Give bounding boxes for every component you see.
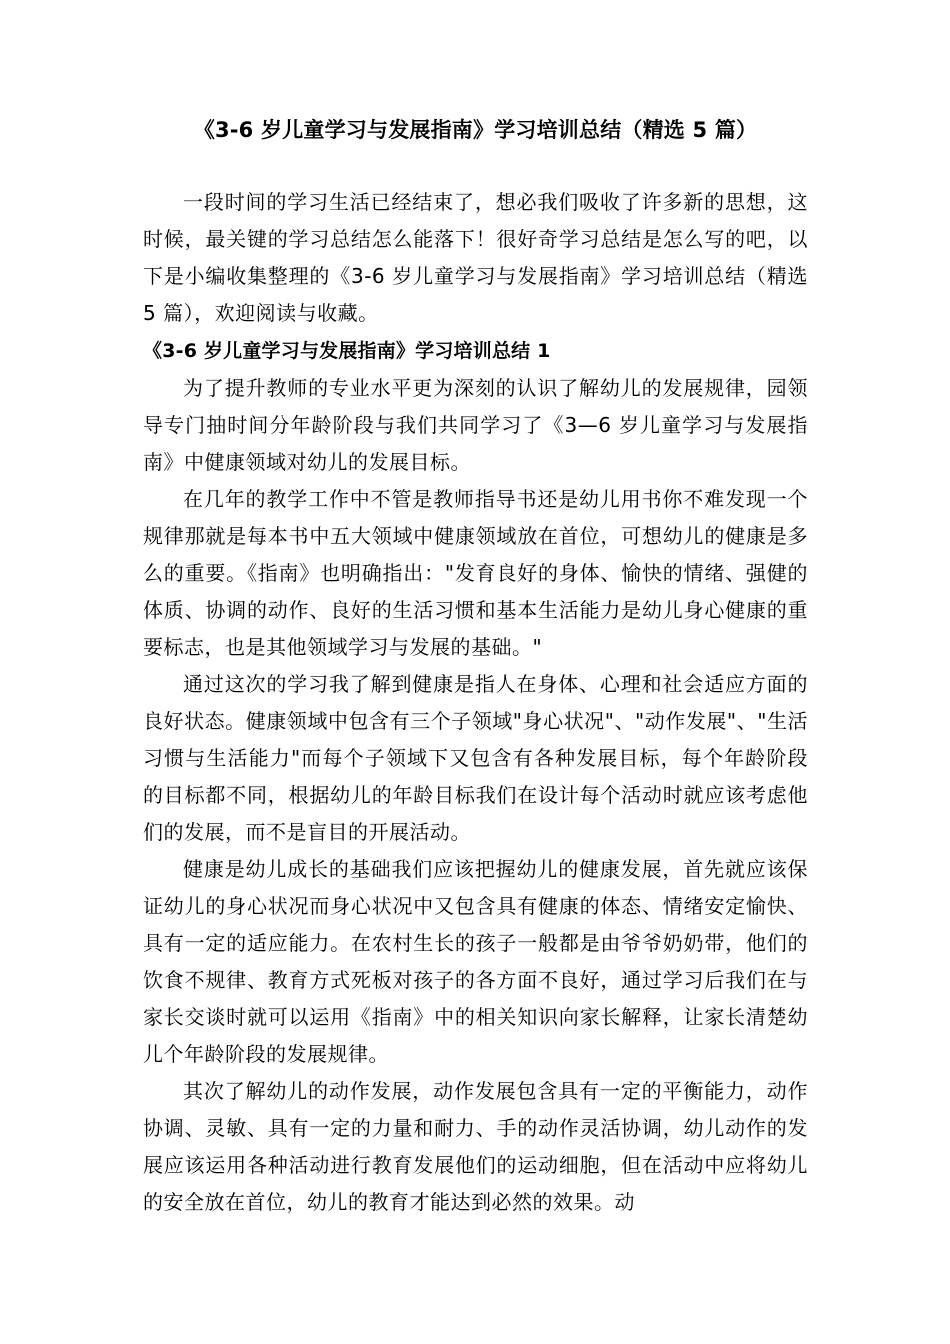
intro-paragraph: 一段时间的学习生活已经结束了，想必我们吸收了许多新的思想，这时候，最关键的学习总结怎么能落下！很好奇学习总结是怎么写的吧，以下是小编收集整理的《3-6 岁儿童学习与发展指南》学习培训总结（精选 5 篇），欢迎阅读与收藏。 [143, 190, 808, 325]
body-paragraph-3: 通过这次的学习我了解到健康是指人在身体、心理和社会适应方面的良好状态。健康领域中包含有三个子领域"身心状况"、"动作发展"、"生活习惯与生活能力"而每个子领域下又包含有各种发展目标，每个年龄阶段的目标都不同，根据幼儿的年龄目标我们在设计每个活动时就应该考虑他们的发展，而不是盲目的开展活动。 [143, 672, 808, 844]
body-paragraph-4: 健康是幼儿成长的基础我们应该把握幼儿的健康发展，首先就应该保证幼儿的身心状况而身心状况中又包含具有健康的体态、情绪安定愉快、具有一定的适应能力。在农村生长的孩子一般都是由爷爷奶奶带，他们的饮食不规律、教育方式死板对孩子的各方面不良好，通过学习后我们在与家长交谈时就可以运用《指南》中的相关知识向家长解释，让家长清楚幼儿个年龄阶段的发展规律。 [143, 857, 808, 1066]
section-heading: 《3-6 岁儿童学习与发展指南》学习培训总结 1 [143, 340, 551, 362]
body-paragraph-1: 为了提升教师的专业水平更为深刻的认识了解幼儿的发展规律，园领导专门抽时间分年龄阶段与我们共同学习了《3—6 岁儿童学习与发展指南》中健康领域对幼儿的发展目标。 [143, 376, 808, 474]
document-page [143, 110, 808, 1221]
document-title: 《3-6 岁儿童学习与发展指南》学习培训总结（精选 5 篇） [193, 118, 758, 142]
body-paragraph-2: 在几年的教学工作中不管是教师指导书还是幼儿用书你不难发现一个规律那就是每本书中五大领域中健康领域放在首位，可想幼儿的健康是多么的重要。《指南》也明确指出："发育良好的身体、愉快的情绪、强健的体质、协调的动作、良好的生活习惯和基本生活能力是幼儿身心健康的重要标志，也是其他领域学习与发展的基础。" [143, 487, 808, 659]
body-paragraph-5: 其次了解幼儿的动作发展，动作发展包含具有一定的平衡能力，动作协调、灵敏、具有一定的力量和耐力、手的动作灵活协调，幼儿动作的发展应该运用各种活动进行教育发展他们的运动细胞，但在活动中应将幼儿的安全放在首位，幼儿的教育才能达到必然的效果。动 [143, 1079, 808, 1214]
